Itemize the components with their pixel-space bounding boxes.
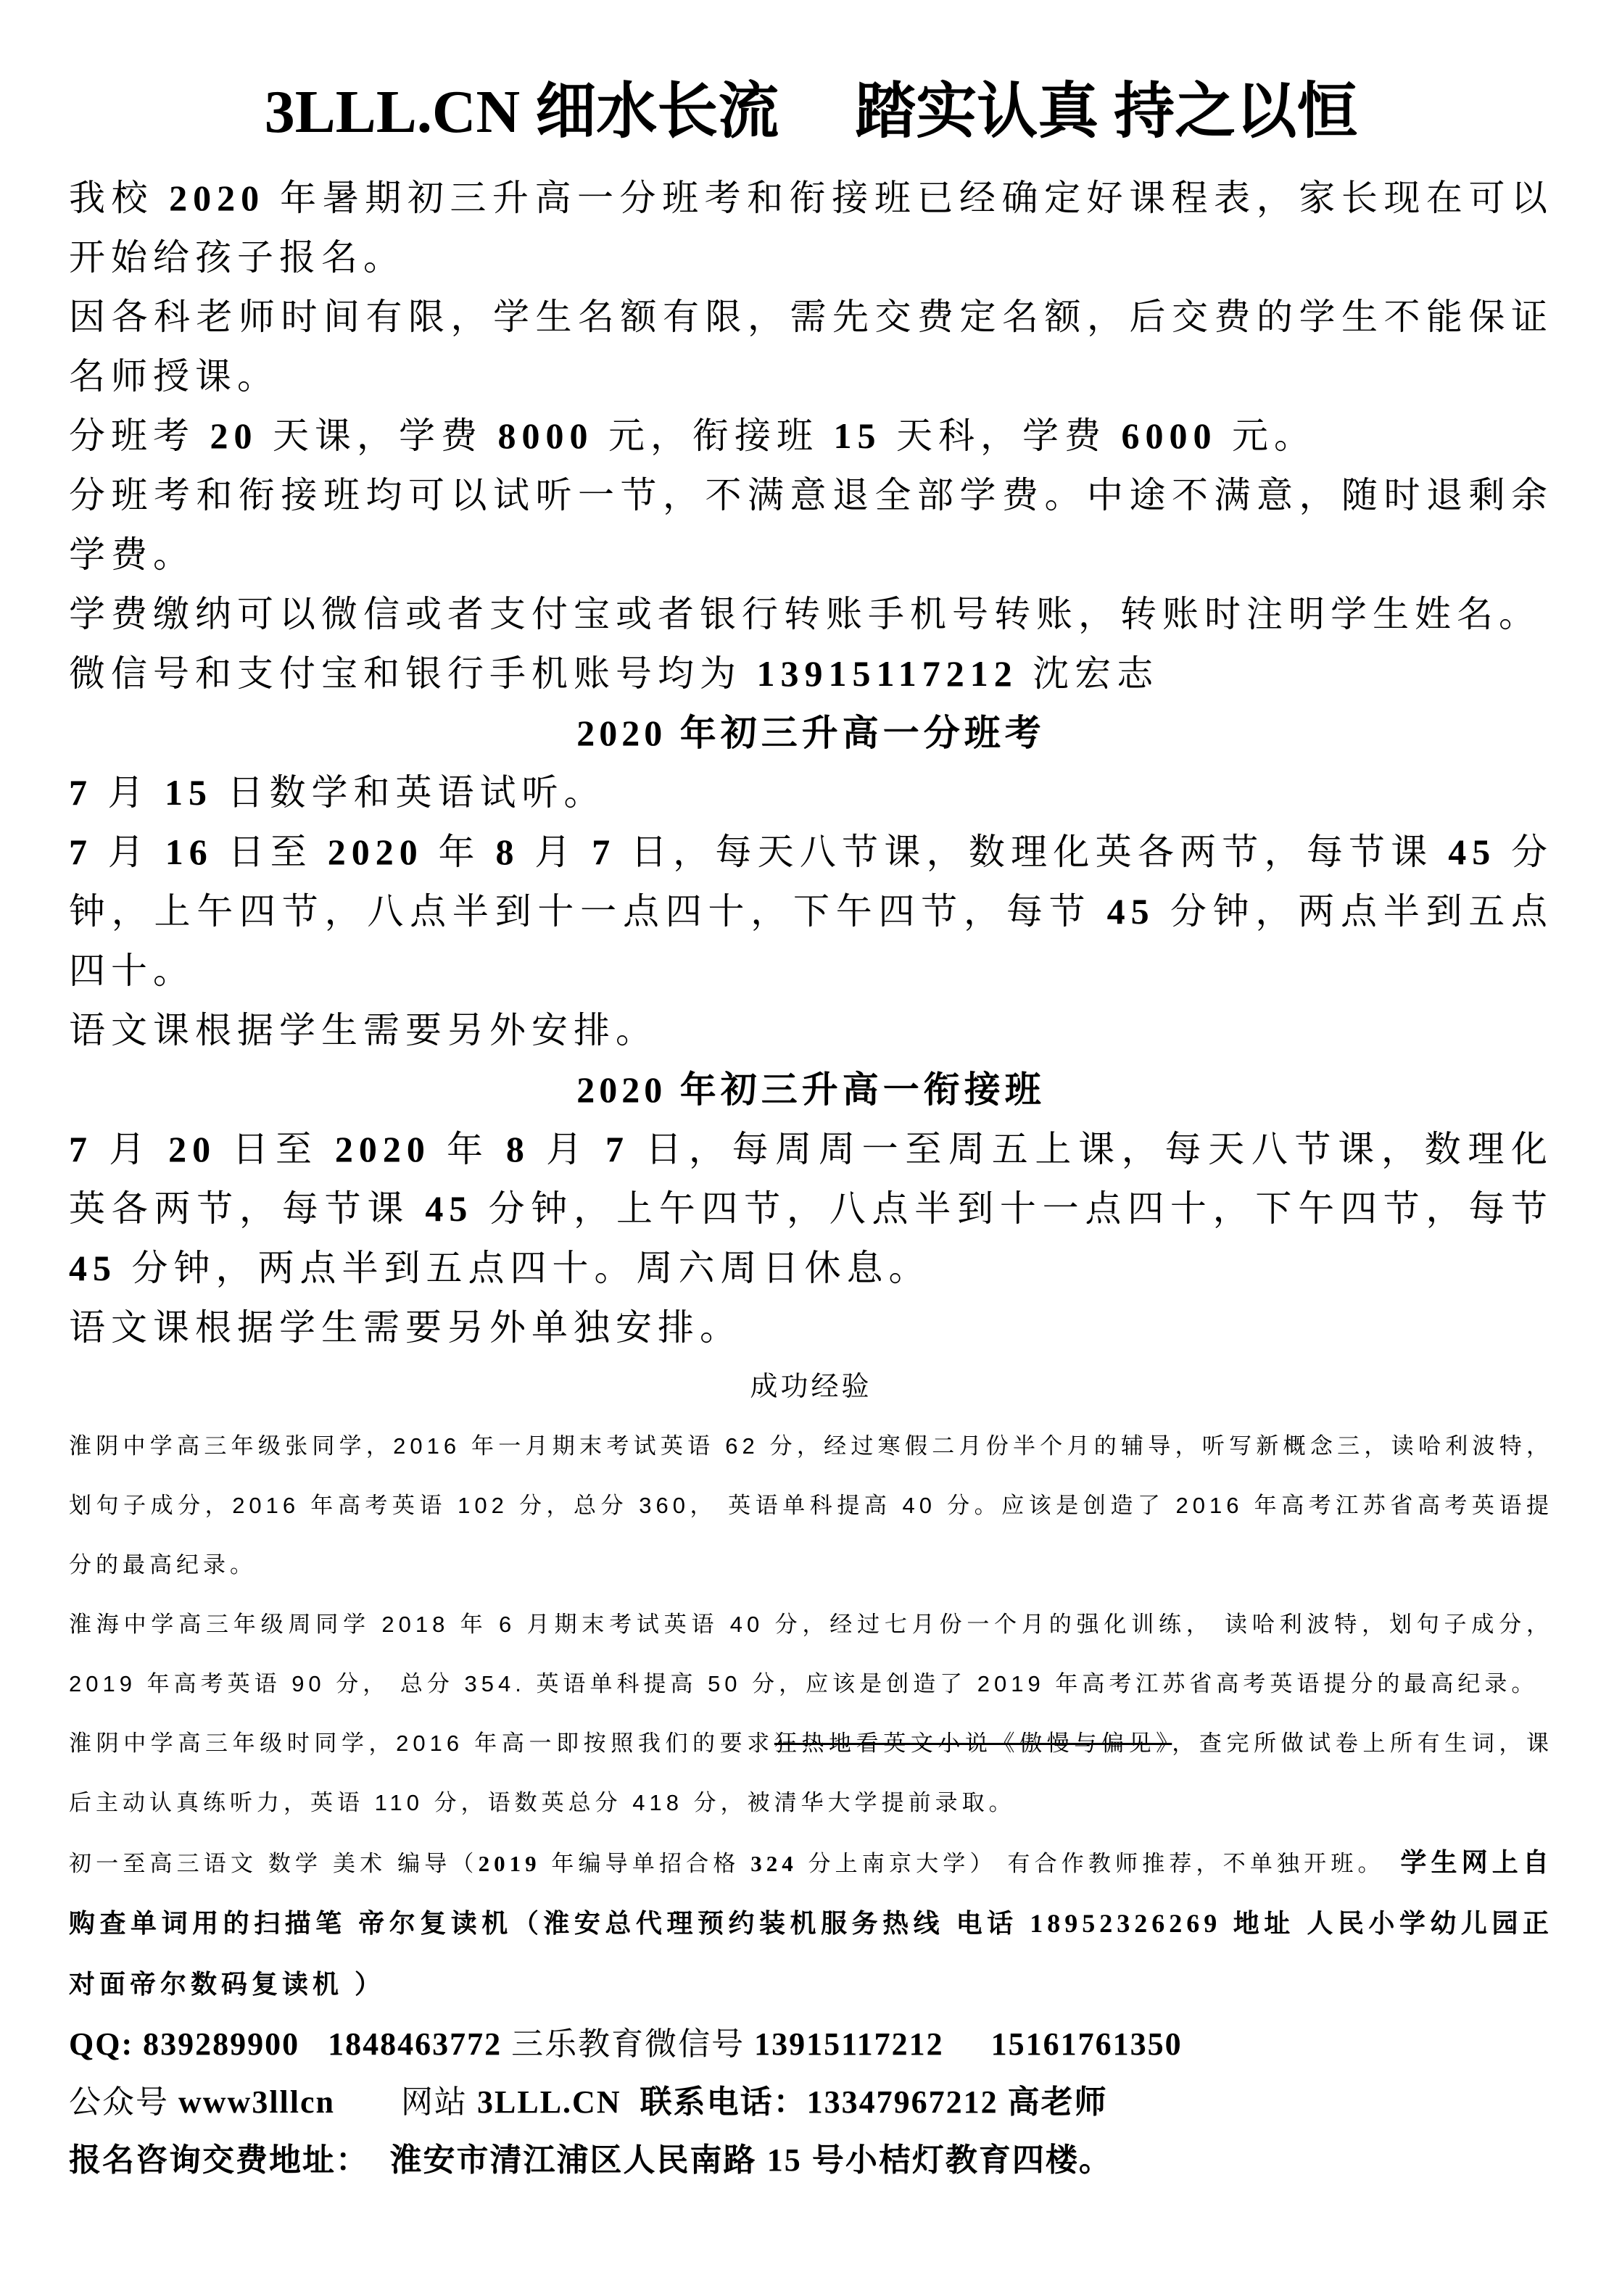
payment-account-paragraph	[69, 644, 1553, 703]
text-run: 元。	[1217, 415, 1316, 456]
text-run: 微信号和支付宝和银行手机账号均为	[69, 653, 757, 694]
text-run: 8	[495, 832, 520, 872]
text-run: 年编导单招合格	[540, 1851, 751, 1876]
text-run: 13915117212	[756, 653, 1018, 694]
success-story-zhang	[69, 1417, 1553, 1595]
text-run: 分钟，上午四节，八点半到十一点四十，下午四节，每节	[69, 832, 1554, 932]
text-run: 天课，学费	[257, 415, 498, 456]
placement-schedule-paragraph	[69, 822, 1553, 1000]
text-run: 语文课根据学生需要另外安排。	[69, 1010, 658, 1050]
text-run: 月	[93, 1129, 169, 1169]
text-run: 天科，学费	[881, 415, 1122, 456]
text-run: 报名咨询交费地址： 淮安市清江浦区人民南路	[69, 2142, 767, 2178]
placement-exam-heading: 2020 年初三升高一分班考	[576, 713, 1046, 753]
text-run: 淮海中学高三年级周同学 2018 年 6 月期末考试英语 40 分，经过七月份一个月的强化训练， 读哈利波特，划句子成分，2019 年高考英语 90 分， 总分 354. 英语单科提高 50 分，应该是创造了 2019 年高考江苏省高考英语提分的最高纪录。	[69, 1612, 1553, 1696]
success-story-shi	[69, 1714, 1553, 1833]
bridge-class-heading: 2020 年初三升高一衔接班	[576, 1069, 1046, 1110]
text-run: 18952326269	[1030, 1909, 1222, 1938]
text-run: 分班考和衔接班均可以试听一节，不满意退全部学费。中途不满意，随时退剩余学费。	[69, 475, 1553, 575]
text-run: 淮阴中学高三年级张同学，2016 年一月期末考试英语 62 分，经过寒假二月份半个月的辅导，听写新概念三，读哈利波特，划句子成分，2016 年高考英语 102 分，总分 360， 英语单科提高 40 分。应该是创造了 2016 年高考江苏省高考英语提分的最高纪录。	[69, 1433, 1553, 1578]
text-run: 2020	[169, 178, 265, 218]
refund-policy-paragraph	[69, 465, 1553, 584]
text-run: 8	[505, 1129, 530, 1169]
text-run: www3lllcn	[178, 2084, 335, 2120]
text-run: 日至	[216, 1129, 335, 1169]
text-run: 年	[430, 1129, 506, 1169]
text-run: 分班考	[69, 415, 210, 456]
text-run: ，查完所做试卷上所有生词，课后主动认真练听力，英语 110 分，语数英总分 418 分，被清华大学提前录取。	[69, 1731, 1554, 1815]
text-run: 45	[425, 1188, 473, 1229]
trial-date-paragraph	[69, 763, 1553, 822]
text-run: 沈宏志	[1017, 653, 1159, 694]
text-run: 初一至高三语文 数学 美术 编导（	[69, 1851, 479, 1876]
text-run: 年暑期初三升高一分班考和衔接班已经确定好课程表，家长现在可以开始给孩子报名。	[69, 178, 1554, 278]
text-run: 地址 人民小学幼儿园正对面帝尔数码复读机 ）	[69, 1908, 1553, 1999]
text-run: 语文课根据学生需要另外单独安排。	[69, 1307, 742, 1348]
text-run: 3LLL.CN	[477, 2084, 621, 2120]
text-run: 8000	[497, 415, 594, 456]
text-run: 分钟，两点半到五点四十。	[69, 891, 1554, 991]
text-run: 分钟，上午四节，八点半到十一点四十，下午四节，每节	[473, 1188, 1568, 1229]
text-run: 324	[750, 1851, 798, 1876]
text-run: 号小桔灯教育四楼。	[801, 2142, 1112, 2178]
text-run: 7	[69, 1129, 93, 1169]
tuition-paragraph	[69, 406, 1553, 465]
text-run: 我校	[69, 178, 170, 218]
chinese-class-note-paragraph	[69, 1000, 1553, 1060]
text-run: 高老师	[1007, 2084, 1108, 2120]
text-run: 月	[529, 1129, 605, 1169]
text-run: 13915117212 15161761350	[754, 2026, 1183, 2062]
text-run: 45	[1106, 891, 1155, 932]
text-run: 日，每天八节课，数理化英各两节，每节课	[616, 832, 1449, 872]
text-run: 公众号	[69, 2084, 178, 2120]
text-run: 日，每周周一至周五上课，每天八节课，数理化英各两节，每节课	[69, 1129, 1554, 1229]
text-run: 45	[1448, 832, 1497, 872]
text-run: 7	[69, 832, 93, 872]
text-run: 15	[766, 2142, 802, 2178]
text-run: 45	[69, 1248, 117, 1288]
bridge-schedule-paragraph	[69, 1119, 1568, 1298]
website-contact-line	[69, 2073, 1553, 2131]
text-run: 7	[592, 832, 616, 872]
document-blocks	[69, 168, 1568, 2189]
text-run: 学费缴纳可以微信或者支付宝或者银行转账手机号转账，转账时注明学生姓名。	[69, 594, 1541, 634]
text-run: 7	[605, 1129, 629, 1169]
text-run: 年	[423, 832, 496, 872]
text-run: 20	[168, 1129, 217, 1169]
qq-contact-line	[69, 2015, 1553, 2073]
text-run: QQ: 839289900 1848463772	[69, 2026, 502, 2062]
document-title: 3LLL.CN 细水长流 踏实认真 持之以恒	[264, 78, 1358, 146]
intro-paragraph	[69, 168, 1553, 287]
text-run: 月	[519, 832, 592, 872]
text-run: 淮阴中学高三年级时同学，2016 年高一即按照我们的要求	[69, 1731, 774, 1756]
text-run: 15	[165, 772, 212, 813]
chinese-class-note2-paragraph	[69, 1298, 1553, 1357]
success-stories-heading: 成功经验	[750, 1372, 872, 1402]
text-run: 2020	[327, 832, 423, 872]
text-run	[998, 2084, 1008, 2120]
payment-method-paragraph	[69, 584, 1553, 644]
text-run: 元，衔接班	[593, 415, 834, 456]
text-run: 分钟，两点半到五点四十。周六周日休息。	[117, 1248, 931, 1288]
text-run: 因各科老师时间有限，学生名额有限，需先交费定名额，后交费的学生不能保证名师授课。	[69, 297, 1553, 397]
address-line	[69, 2131, 1553, 2189]
text-run: 7	[69, 772, 93, 813]
success-story-zhou	[69, 1595, 1553, 1714]
text-run: 16	[165, 832, 213, 872]
text-run: 6000	[1121, 415, 1217, 456]
text-run: 狂热地看英文小说《傲慢与偏见》	[774, 1731, 1172, 1756]
text-run: 13347967212	[806, 2084, 998, 2120]
courses-and-devices-paragraph	[69, 1833, 1553, 2015]
text-run: 联系电话：	[640, 2084, 807, 2120]
text-run: 15	[833, 415, 882, 456]
text-run: 三乐教育微信号	[502, 2026, 755, 2062]
teacher-limit-paragraph	[69, 287, 1553, 406]
text-run: 20	[210, 415, 258, 456]
text-run: 网站	[335, 2084, 477, 2120]
text-run: 2019	[478, 1851, 541, 1876]
text-run: 2020	[334, 1129, 431, 1169]
text-run	[621, 2084, 640, 2120]
text-run: 日至	[212, 832, 328, 872]
text-run: 月	[93, 772, 165, 813]
text-run: 月	[93, 832, 165, 872]
text-run: 日数学和英语试听。	[212, 772, 606, 813]
text-run: 分上南京大学） 有合作教师推荐，不单独开班。	[797, 1851, 1401, 1876]
text-run: 学生网上自购查单词用的扫描笔 帝尔复读机（淮安总代理预约装机服务热线 电话	[69, 1847, 1553, 1938]
